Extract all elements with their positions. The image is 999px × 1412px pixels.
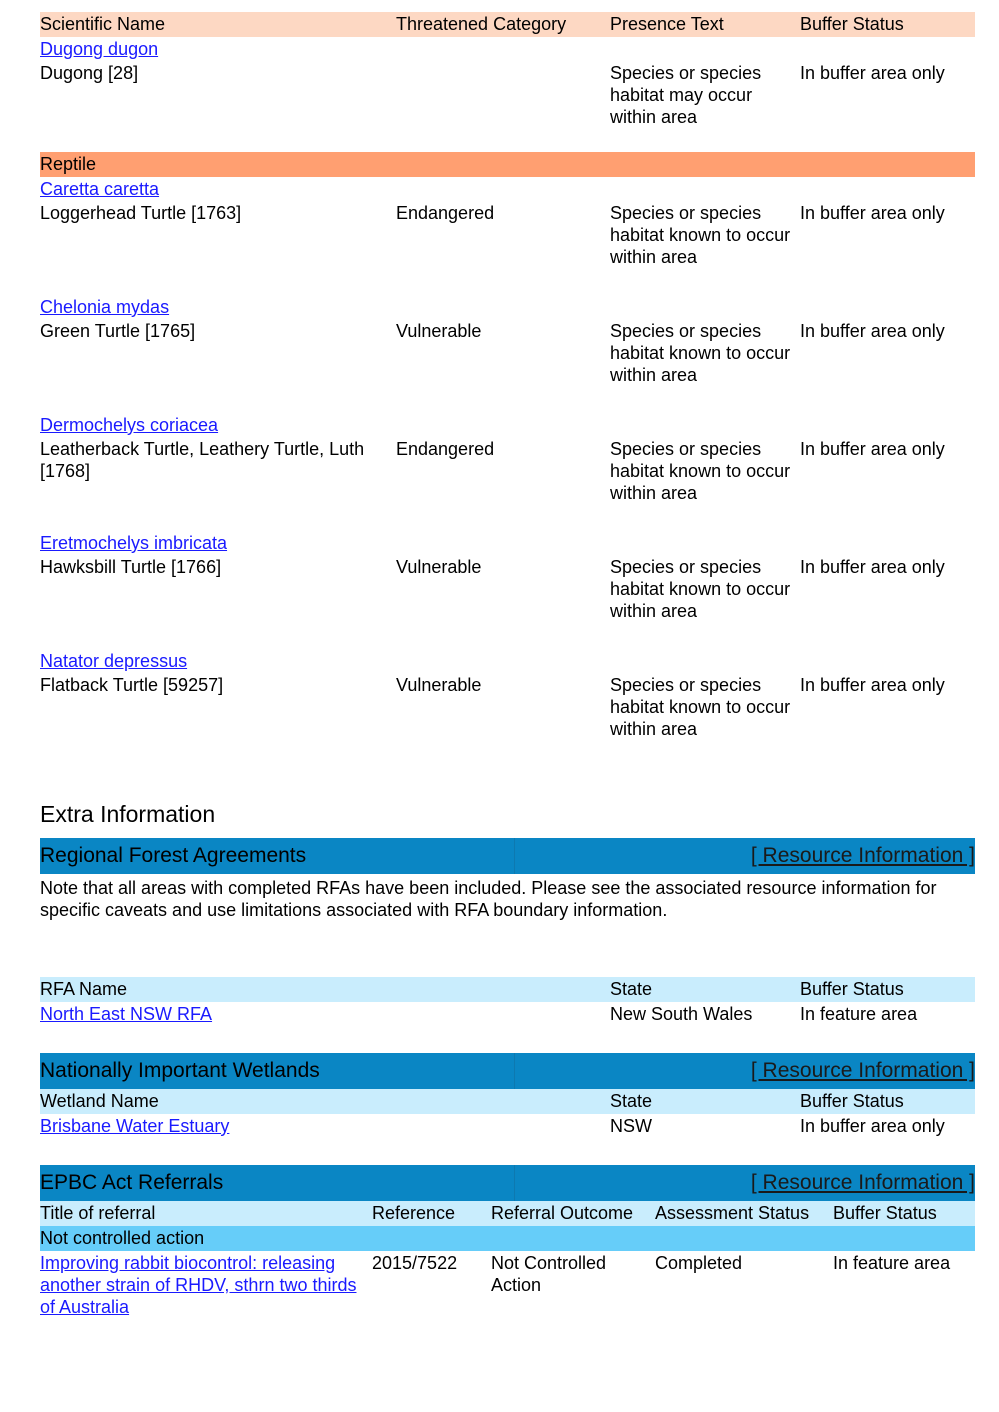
bar-divider — [514, 1165, 515, 1201]
common-name: Flatback Turtle [59257] — [40, 675, 224, 695]
header-state: State — [610, 1091, 653, 1111]
presence-text: Species or species habitat known to occur within area — [610, 675, 791, 739]
header-title-of-referral: Title of referral — [40, 1203, 156, 1223]
species-entry — [40, 649, 975, 740]
species-detail-row — [40, 556, 975, 622]
common-name: Leatherback Turtle, Leathery Turtle, Luth [1768] — [40, 439, 365, 481]
reptile-list — [40, 177, 975, 740]
threatened-category: Endangered — [396, 439, 495, 459]
header-buffer-status: Buffer Status — [833, 1203, 937, 1223]
header-buffer-status: Buffer Status — [800, 979, 904, 999]
section-bar-rfa — [40, 838, 975, 874]
species-detail-row — [40, 438, 975, 504]
threatened-category — [396, 62, 610, 128]
rfa-resource-information-link[interactable]: [ Resource Information ] — [750, 844, 975, 867]
rfa-name-link[interactable]: North East NSW RFA — [40, 1004, 213, 1024]
species-detail-row — [40, 62, 975, 128]
rfa-section-title: Regional Forest Agreements — [40, 844, 307, 867]
buffer-status: In buffer area only — [800, 557, 945, 577]
species-link[interactable]: Natator depressus — [40, 651, 188, 671]
buffer-status: In buffer area only — [800, 321, 945, 341]
species-entry — [40, 177, 975, 295]
species-detail-row — [40, 320, 975, 386]
species-table-header — [40, 12, 975, 37]
rfa-table-header — [40, 977, 975, 1002]
species-link-dugong-dugon[interactable]: Dugong dugon — [40, 39, 159, 59]
header-referral-outcome: Referral Outcome — [491, 1203, 634, 1223]
epbc-table-row — [40, 1251, 975, 1318]
species-link[interactable]: Caretta caretta — [40, 179, 160, 199]
common-name: Hawksbill Turtle [1766] — [40, 557, 222, 577]
header-presence-text: Presence Text — [610, 14, 724, 34]
presence-text: Species or species habitat known to occur within area — [610, 203, 791, 267]
epbc-resource-information-link[interactable]: [ Resource Information ] — [750, 1171, 975, 1194]
header-state: State — [610, 979, 653, 999]
referral-title-link[interactable]: Improving rabbit biocontrol: releasing another strain of RHDV, sthrn two thirds of Australia — [40, 1253, 357, 1317]
buffer-status: In buffer area only — [800, 63, 945, 83]
buffer-status: In buffer area only — [800, 439, 945, 459]
common-name: Loggerhead Turtle [1763] — [40, 203, 242, 223]
wetland-state: NSW — [610, 1116, 652, 1136]
presence-text: Species or species habitat known to occur within area — [610, 439, 791, 503]
epbc-group-not-controlled-action: Not controlled action — [40, 1226, 975, 1251]
species-detail-row — [40, 202, 975, 268]
presence-text: Species or species habitat may occur within area — [610, 63, 762, 127]
buffer-status: In buffer area only — [800, 675, 945, 695]
species-entry-dugong — [40, 37, 975, 128]
species-entry — [40, 531, 975, 649]
common-name: Green Turtle [1765] — [40, 321, 196, 341]
bar-divider — [514, 838, 515, 874]
rfa-table-row — [40, 1002, 975, 1027]
rfa-note: Note that all areas with completed RFAs have been included. Please see the associated resource information for specific caveats and use limitations associated with RFA boundary information. — [40, 878, 937, 920]
wetlands-table-row — [40, 1114, 975, 1139]
species-detail-row — [40, 674, 975, 740]
header-buffer-status: Buffer Status — [800, 14, 904, 34]
rfa-buffer-status: In feature area — [800, 1004, 918, 1024]
assessment-status: Completed — [655, 1253, 743, 1273]
header-assessment-status: Assessment Status — [655, 1203, 810, 1223]
species-link[interactable]: Chelonia mydas — [40, 297, 170, 317]
group-label-reptile: Reptile — [40, 152, 975, 177]
header-threatened-category: Threatened Category — [396, 14, 567, 34]
presence-text: Species or species habitat known to occur within area — [610, 557, 791, 621]
referral-buffer-status: In feature area — [833, 1253, 951, 1273]
species-entry — [40, 295, 975, 413]
bar-divider — [514, 1053, 515, 1089]
common-name: Dugong [28] — [40, 63, 139, 83]
section-bar-epbc — [40, 1165, 975, 1201]
threatened-category: Endangered — [396, 203, 495, 223]
species-link[interactable]: Eretmochelys imbricata — [40, 533, 228, 553]
wetlands-section-title: Nationally Important Wetlands — [40, 1059, 320, 1082]
rfa-state: New South Wales — [610, 1004, 753, 1024]
header-reference: Reference — [372, 1203, 456, 1223]
wetland-buffer-status: In buffer area only — [800, 1116, 945, 1136]
header-buffer-status: Buffer Status — [800, 1091, 904, 1111]
wetlands-resource-information-link[interactable]: [ Resource Information ] — [750, 1059, 975, 1082]
epbc-table-header — [40, 1201, 975, 1226]
epbc-section-title: EPBC Act Referrals — [40, 1171, 224, 1194]
header-scientific-name: Scientific Name — [40, 14, 166, 34]
header-wetland-name: Wetland Name — [40, 1091, 159, 1111]
threatened-category: Vulnerable — [396, 321, 482, 341]
threatened-category: Vulnerable — [396, 675, 482, 695]
buffer-status: In buffer area only — [800, 203, 945, 223]
threatened-category: Vulnerable — [396, 557, 482, 577]
header-rfa-name: RFA Name — [40, 979, 128, 999]
species-link[interactable]: Dermochelys coriacea — [40, 415, 219, 435]
section-title-extra-information: Extra Information — [40, 801, 216, 827]
presence-text: Species or species habitat known to occur within area — [610, 321, 791, 385]
section-bar-wetlands — [40, 1053, 975, 1089]
species-entry — [40, 413, 975, 531]
report-page — [40, 12, 975, 1318]
referral-outcome: Not Controlled Action — [491, 1253, 607, 1295]
referral-reference: 2015/7522 — [372, 1253, 458, 1273]
wetlands-table-header — [40, 1089, 975, 1114]
wetland-name-link[interactable]: Brisbane Water Estuary — [40, 1116, 230, 1136]
